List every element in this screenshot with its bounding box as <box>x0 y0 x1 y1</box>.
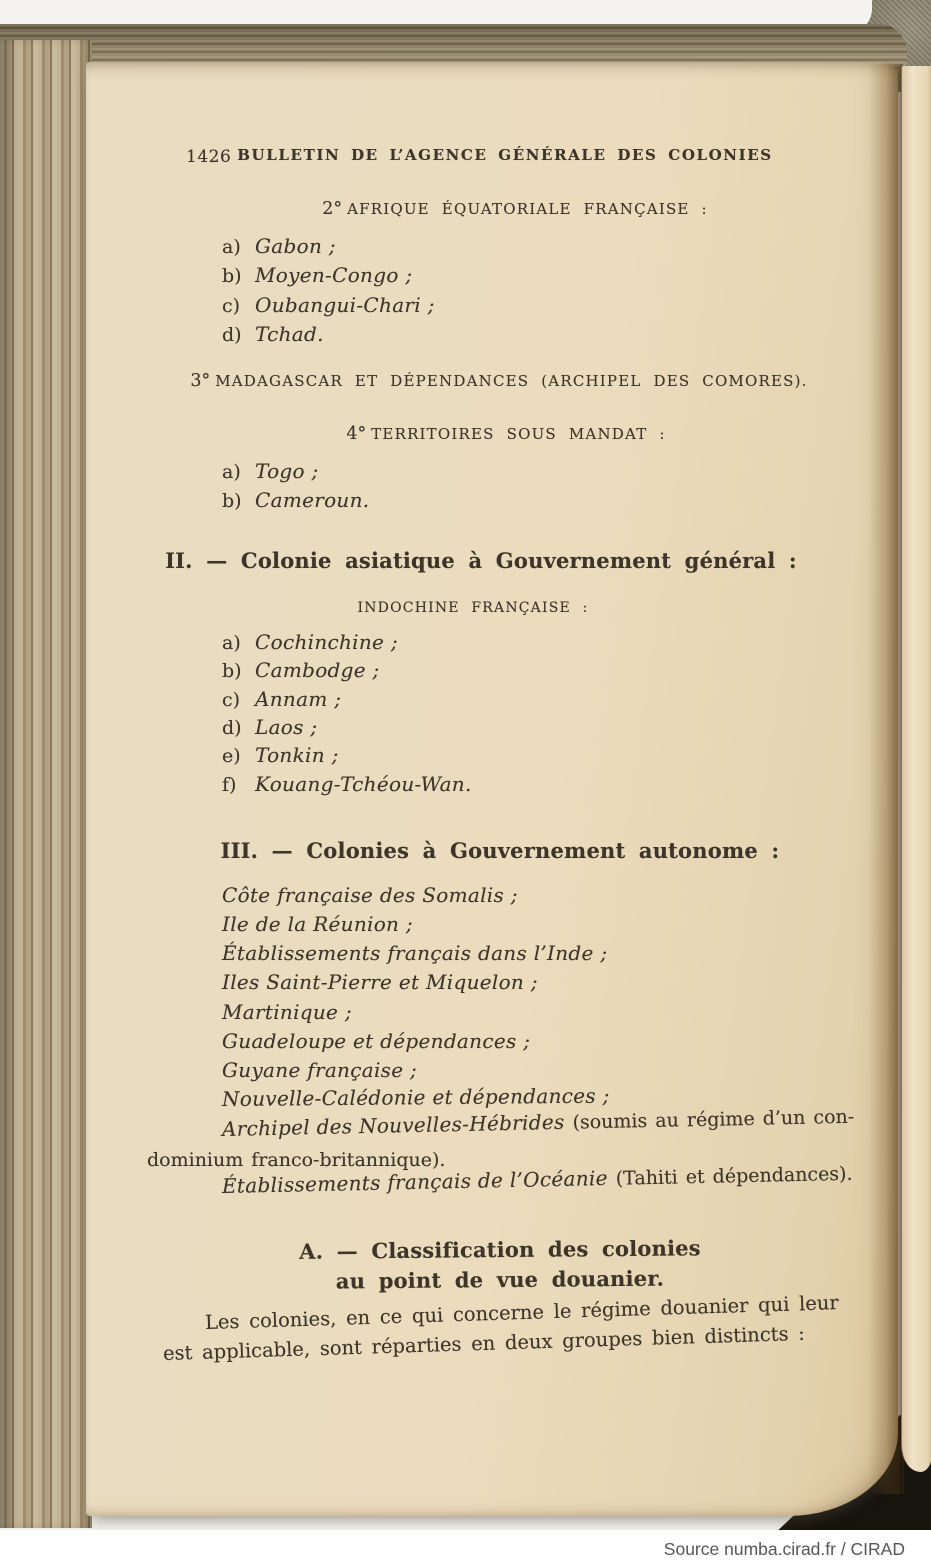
part-ii-subheading: INDOCHINE FRANÇAISE : <box>357 600 589 616</box>
item-roman: dominium franco-britannique). <box>147 1149 446 1171</box>
paragraph-line: est applicable, sont réparties en deux groupes bien distincts : <box>162 1321 806 1365</box>
item-name: Cameroun. <box>255 488 370 512</box>
section-heading-afrique <box>179 199 851 219</box>
section-title: MADAGASCAR ET DÉPENDANCES (ARCHIPEL DES COMORES). <box>215 372 808 390</box>
list-item <box>222 715 317 739</box>
item-name: Togo ; <box>255 459 319 483</box>
item-name: Annam ; <box>255 687 342 711</box>
item-name: Archipel des Nouvelles-Hébrides <box>221 1109 565 1141</box>
list-item <box>222 941 607 965</box>
item-letter: b) <box>222 265 242 287</box>
item-name: Nouvelle-Calédonie et dépendances ; <box>221 1083 610 1111</box>
list-item <box>222 883 518 907</box>
item-letter: a) <box>222 461 241 483</box>
list-item <box>222 912 413 936</box>
item-name: Guyane française ; <box>222 1058 418 1082</box>
list-item <box>222 488 369 512</box>
item-name: Oubangui-Chari ; <box>255 293 435 317</box>
item-name: Établissements français dans l’Inde ; <box>222 941 608 965</box>
item-name: Cambodge ; <box>255 658 380 682</box>
item-roman: (Tahiti et dépendances). <box>607 1162 853 1190</box>
item-letter: d) <box>222 324 242 346</box>
item-letter: c) <box>222 295 241 317</box>
list-item <box>147 1147 445 1171</box>
running-title: BULLETIN DE L’AGENCE GÉNÉRALE DES COLONIES <box>237 146 773 164</box>
part-ii-heading: II. — Colonie asiatique à Gouvernement général : <box>165 548 797 573</box>
source-attribution-bar <box>0 1530 931 1566</box>
item-name: Établissements français de l’Océanie <box>221 1165 608 1198</box>
item-letter: b) <box>222 490 242 512</box>
list-item <box>222 630 398 654</box>
item-name: Tchad. <box>255 322 324 346</box>
item-name: Ile de la Réunion ; <box>222 912 413 936</box>
list-item <box>222 263 412 287</box>
section-number: 4° <box>346 424 367 444</box>
paragraph-line: Les colonies, en ce qui concerne le régime douanier qui leur <box>204 1291 840 1334</box>
item-letter: e) <box>222 745 241 767</box>
item-name: Martinique ; <box>222 1000 352 1024</box>
item-name: Guadeloupe et dépendances ; <box>222 1029 531 1053</box>
part-a-heading-line1: A. — Classification des colonies <box>299 1235 701 1264</box>
section-title: AFRIQUE ÉQUATORIALE FRANÇAISE : <box>347 200 708 218</box>
item-name: Laos ; <box>255 715 318 739</box>
item-name: Iles Saint-Pierre et Miquelon ; <box>222 970 538 994</box>
list-item <box>222 293 435 317</box>
section-heading-madagascar <box>163 371 835 391</box>
item-name: Moyen-Congo ; <box>255 263 413 287</box>
list-item <box>222 234 336 258</box>
book-gutter-shadow <box>868 64 904 1494</box>
list-item <box>222 1084 610 1111</box>
adjacent-page-edge <box>901 66 931 1472</box>
item-name: Tonkin ; <box>255 743 339 767</box>
list-item <box>222 743 339 767</box>
part-a-heading-line2: au point de vue douanier. <box>335 1265 665 1294</box>
item-letter: d) <box>222 717 242 739</box>
source-text: Source numba.cirad.fr / CIRAD <box>663 1539 905 1559</box>
item-letter: a) <box>222 236 241 258</box>
list-item <box>222 322 324 346</box>
item-name: Cochinchine ; <box>255 630 398 654</box>
list-item <box>222 1029 530 1053</box>
part-iii-heading: III. — Colonies à Gouvernement autonome : <box>220 838 780 863</box>
list-item <box>222 687 341 711</box>
item-letter: b) <box>222 660 242 682</box>
item-name: Kouang-Tchéou-Wan. <box>255 772 472 796</box>
list-item <box>222 1058 417 1082</box>
book-left-page-edges <box>0 40 92 1528</box>
list-item <box>222 1000 352 1024</box>
section-title: TERRITOIRES SOUS MANDAT : <box>371 425 666 443</box>
section-heading-mandat <box>170 424 842 444</box>
list-item <box>222 658 380 682</box>
section-number: 2° <box>322 199 343 219</box>
page-number: 1426 <box>186 147 232 167</box>
list-item <box>222 970 538 994</box>
item-letter: c) <box>222 689 241 711</box>
item-name: Côte française des Somalis ; <box>222 883 518 907</box>
item-letter: f) <box>222 774 237 796</box>
list-item <box>222 772 472 796</box>
section-number: 3° <box>190 371 211 391</box>
list-item <box>222 459 319 483</box>
item-letter: a) <box>222 632 241 654</box>
item-roman: (soumis au régime d’un con- <box>564 1105 855 1134</box>
item-name: Gabon ; <box>255 234 336 258</box>
